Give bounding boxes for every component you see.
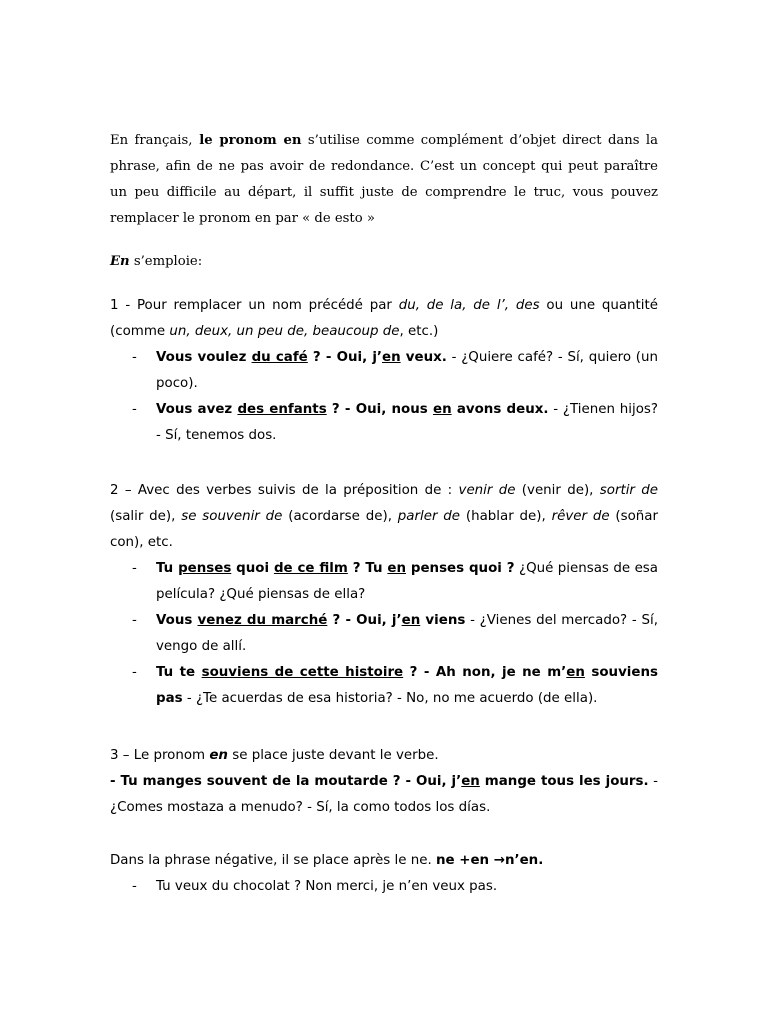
section-3-text: 3 – Le pronom xyxy=(110,748,210,763)
example-underline: de ce film xyxy=(273,561,348,576)
negative-rule xyxy=(110,848,658,874)
example-underline: en xyxy=(401,613,421,628)
section-1-example-1 xyxy=(110,345,658,397)
section-2-italic: rêver de xyxy=(551,509,610,524)
example-bold: veux. xyxy=(400,350,447,365)
intro-bold-le-pronom-en: le pronom en xyxy=(192,133,302,148)
example-underline: en xyxy=(387,561,407,576)
section-2-text: (soñar con), etc. xyxy=(110,509,658,550)
section-4 xyxy=(110,848,658,900)
example-translation: - ¿Vienes del mercado? - Sí, vengo de allí. xyxy=(156,613,659,654)
example-underline: en xyxy=(382,350,401,365)
section-1-example-2 xyxy=(110,397,658,449)
example-translation: - ¿Comes mostaza a menudo? - Sí, la como todos los días. xyxy=(110,774,658,815)
section-1-text-c: , etc.) xyxy=(399,324,439,339)
section-1-heading xyxy=(110,293,658,345)
example-underline: en xyxy=(461,774,480,789)
section-2-example-2 xyxy=(110,608,658,660)
dash-bullet: - xyxy=(132,879,137,894)
dash-bullet: - xyxy=(132,613,137,628)
example-underline: des enfants xyxy=(237,402,327,417)
section-2-italic: parler de xyxy=(397,509,461,524)
example-bold: Tu xyxy=(156,561,179,576)
example-bold: ? - Oui, j’ xyxy=(327,613,402,628)
example-bold: ? Tu xyxy=(347,561,388,576)
example-translation: - ¿Te acuerdas de esa historia? - No, no me acuerdo (de ella). xyxy=(182,691,598,706)
example-bold: - Tu manges souvent de la moutarde ? - Oui, j’ xyxy=(110,774,462,789)
section-2-text: 2 – Avec des verbes suivis de la préposition de : xyxy=(110,483,459,498)
dash-bullet: - xyxy=(132,402,137,417)
dash-bullet: - xyxy=(132,561,137,576)
section-2-heading xyxy=(110,478,658,556)
section-2 xyxy=(110,478,658,712)
example-underline: venez du marché xyxy=(197,613,328,628)
example-bold: Tu te xyxy=(156,665,202,680)
section-2-example-1 xyxy=(110,556,658,608)
example-translation: - ¿Tienen hijos? - Sí, tenemos dos. xyxy=(156,402,658,443)
example-underline: en xyxy=(432,402,452,417)
section-2-text: (hablar de), xyxy=(460,509,552,524)
section-3-example xyxy=(110,769,658,821)
example-bold: Vous voulez xyxy=(156,350,252,365)
example-underline: en xyxy=(566,665,585,680)
example-bold: penses quoi ? xyxy=(406,561,515,576)
example-bold: avons deux. xyxy=(451,402,549,417)
example-bold: ? - Oui, j’ xyxy=(307,350,382,365)
section-2-text: (salir de), xyxy=(110,509,182,524)
example-underline: souviens de cette histoire xyxy=(201,665,404,680)
negative-example-text: Tu veux du chocolat ? Non merci, je n’en veux pas. xyxy=(156,879,498,894)
example-translation: ¿Qué piensas de esa película? ¿Qué piensas de ella? xyxy=(156,561,658,602)
section-2-text: (venir de), xyxy=(515,483,600,498)
section-2-italic: sortir de xyxy=(599,483,658,498)
example-bold: Vous xyxy=(156,613,198,628)
negative-rule-formula: ne +en →n’en. xyxy=(435,853,544,868)
section-3-heading xyxy=(110,743,658,769)
section-1-italic-articles: du, de la, de l’, des xyxy=(398,298,540,313)
intro-paragraph xyxy=(110,128,658,232)
example-bold: ? - Ah non, je ne m’ xyxy=(403,665,567,680)
example-bold: Vous avez xyxy=(156,402,238,417)
section-1-italic-quantities: un, deux, un peu de, beaucoup de xyxy=(169,324,400,339)
section-1 xyxy=(110,293,658,449)
emploie-label: s’emploie: xyxy=(129,254,203,269)
example-bold: mange tous les jours. xyxy=(479,774,649,789)
example-bold: quoi xyxy=(231,561,274,576)
en-emploie-heading xyxy=(110,249,202,275)
example-underline: penses xyxy=(178,561,232,576)
section-2-example-3 xyxy=(110,660,658,712)
dash-bullet: - xyxy=(132,350,137,365)
section-3-text: se place juste devant le verbe. xyxy=(227,748,439,763)
section-1-text-b: ou une quantité (comme xyxy=(110,298,658,339)
section-3-en: en xyxy=(209,748,228,763)
dash-bullet: - xyxy=(132,665,137,680)
section-2-text: (acordarse de), xyxy=(282,509,398,524)
intro-text-rest: s’utilise comme complément d’objet direct dans la phrase, afin de ne pas avoir de redondance. C’est un concept qui peut paraître un peu difficile au départ, il suffit juste de comprendre le truc, vous pouvez remplacer le pronom en par « de esto » xyxy=(110,133,658,226)
section-2-italic: se souvenir de xyxy=(181,509,283,524)
example-bold: ? - Oui, nous xyxy=(326,402,433,417)
example-bold: viens xyxy=(420,613,466,628)
section-1-text-a: 1 - Pour remplacer un nom précédé par xyxy=(110,298,399,313)
section-3 xyxy=(110,743,658,821)
example-bold: souviens pas xyxy=(156,665,658,706)
en-label: En xyxy=(110,254,130,269)
negative-example xyxy=(110,874,658,900)
example-underline: du café xyxy=(251,350,308,365)
example-translation: - ¿Quiere café? - Sí, quiero (un poco). xyxy=(156,350,658,391)
intro-text-start: En français, xyxy=(110,133,193,148)
negative-rule-text: Dans la phrase négative, il se place après le ne. xyxy=(110,853,436,868)
section-2-italic: venir de xyxy=(458,483,516,498)
